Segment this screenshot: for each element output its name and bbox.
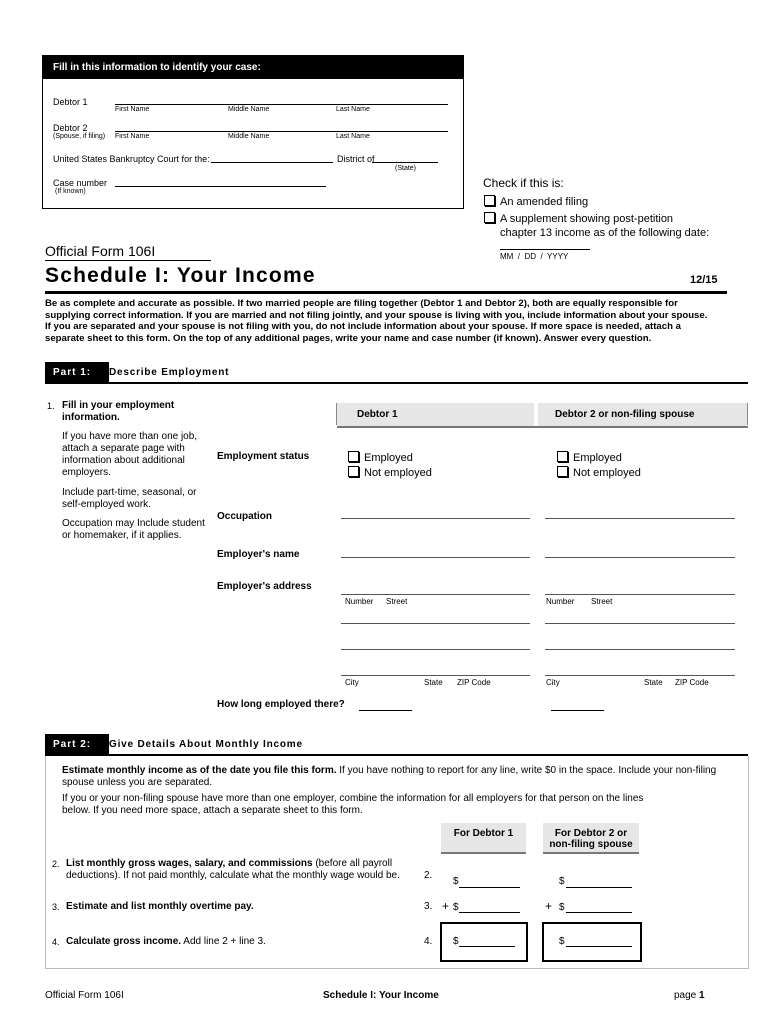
supplement-label-line2: chapter 13 income as of the following date: bbox=[500, 227, 710, 239]
supplement-checkbox[interactable] bbox=[484, 212, 495, 223]
debtor2-city-caption: City bbox=[546, 678, 560, 687]
q1-help-line: If you have more than one job, bbox=[62, 431, 198, 442]
q1-number: 1. bbox=[47, 401, 55, 411]
debtor2-occupation-field[interactable] bbox=[545, 518, 735, 519]
line2-debtor1-dollar: $ bbox=[453, 876, 459, 887]
line4-rest: Add line 2 + line 3. bbox=[181, 936, 266, 947]
debtor2-employed-option[interactable] bbox=[557, 451, 622, 464]
case-number-field[interactable] bbox=[115, 186, 326, 187]
q1-help3 bbox=[62, 518, 205, 542]
estimate-bold: Estimate monthly income as of the date you file this form. bbox=[62, 765, 337, 776]
debtor1-city-caption: City bbox=[345, 678, 359, 687]
q1-title-line2: information. bbox=[62, 412, 120, 423]
supplement-label-line1: A supplement showing post-petition bbox=[500, 213, 674, 225]
part1-header bbox=[45, 362, 748, 384]
line4-number: 4. bbox=[52, 937, 60, 947]
col-header-for-debtor1 bbox=[441, 823, 526, 854]
line2-debtor2-field[interactable] bbox=[566, 887, 632, 888]
employment-table-border-right bbox=[747, 403, 748, 425]
footer-page-number: 1 bbox=[699, 990, 705, 1001]
debtor1-employer-name-field[interactable] bbox=[341, 557, 530, 558]
line4-ref: 4. bbox=[424, 936, 433, 947]
debtor1-not-employed-option[interactable] bbox=[348, 466, 432, 479]
line2-number: 2. bbox=[52, 859, 60, 869]
line3-debtor1-dollar: $ bbox=[453, 902, 459, 913]
line3-ref: 3. bbox=[424, 901, 433, 912]
debtor1-employed-option[interactable] bbox=[348, 451, 413, 464]
line4-debtor2-box[interactable] bbox=[542, 922, 642, 962]
footer-page bbox=[674, 990, 705, 1001]
page-title: Schedule I: Your Income bbox=[45, 264, 316, 287]
amended-label: An amended filing bbox=[500, 196, 589, 208]
q1-title-line1: Fill in your employment bbox=[62, 400, 175, 411]
intro-line: If you are separated and your spouse is not filing with you, do not include information about your spouse. If more space is needed, attach a bbox=[45, 321, 681, 333]
debtor2-how-long-field[interactable] bbox=[551, 710, 604, 711]
q1-help-line: Include part-time, seasonal, or bbox=[62, 487, 197, 498]
debtor1-zip-caption: ZIP Code bbox=[457, 678, 491, 687]
intro-paragraph bbox=[45, 298, 755, 345]
debtor2-employer-name-field[interactable] bbox=[545, 557, 735, 558]
for-debtor2-label-line2: non-filing spouse bbox=[549, 839, 633, 850]
how-long-label: How long employed there? bbox=[217, 699, 345, 710]
debtor2-label: Debtor 2 bbox=[53, 123, 88, 133]
line2-bold: List monthly gross wages, salary, and commissions bbox=[66, 858, 313, 869]
line2-debtor2-dollar: $ bbox=[559, 876, 565, 887]
debtor1-state-caption: State bbox=[424, 678, 443, 687]
debtor1-first-name-caption: First Name bbox=[115, 106, 150, 113]
line4-text bbox=[66, 936, 266, 947]
line4-debtor1-dollar: $ bbox=[453, 936, 459, 947]
debtor2-name-field[interactable] bbox=[115, 131, 448, 132]
q1-help2 bbox=[62, 487, 197, 511]
debtor1-name-field[interactable] bbox=[115, 104, 448, 105]
line2-debtor1-field[interactable] bbox=[459, 887, 520, 888]
debtor1-not-employed-checkbox[interactable] bbox=[348, 466, 359, 477]
line2-rest: (before all payroll bbox=[312, 858, 393, 869]
combine-line2: below. If you need more space, attach a separate sheet to this form. bbox=[62, 805, 363, 816]
q1-help bbox=[62, 431, 197, 479]
estimate-line2: spouse unless you are separated. bbox=[62, 777, 213, 788]
estimate-rest: If you have nothing to report for any line, write $0 in the space. Include your non-filing bbox=[336, 765, 717, 776]
official-form-underline bbox=[45, 260, 211, 261]
debtor1-address-line3-field[interactable] bbox=[341, 649, 530, 650]
debtor1-number-caption: Number bbox=[345, 597, 374, 606]
footer-form-title: Schedule I: Your Income bbox=[323, 990, 439, 1001]
line4-debtor1-field[interactable] bbox=[459, 946, 515, 947]
debtor2-number-caption: Number bbox=[546, 597, 575, 606]
col-debtor2-label: Debtor 2 or non-filing spouse bbox=[555, 409, 695, 420]
q1-help-line: or homemaker, if it applies. bbox=[62, 530, 182, 541]
line4-debtor2-field[interactable] bbox=[566, 946, 632, 947]
debtor1-city-field[interactable] bbox=[341, 675, 530, 676]
debtor2-address-street-field[interactable] bbox=[545, 594, 735, 595]
part1-title: Describe Employment bbox=[109, 367, 230, 378]
title-rule bbox=[45, 291, 727, 294]
q1-help-line: attach a separate page with bbox=[62, 443, 185, 454]
debtor1-last-name-caption: Last Name bbox=[336, 106, 370, 113]
line3-debtor2-field[interactable] bbox=[566, 912, 632, 913]
intro-line: separate sheet to this form. On the top of any additional pages, write your name and case number (if known). Answer every question. bbox=[45, 333, 652, 345]
debtor2-address-line2-field[interactable] bbox=[545, 623, 735, 624]
check-if-title: Check if this is: bbox=[483, 176, 564, 190]
debtor2-not-employed-checkbox[interactable] bbox=[557, 466, 568, 477]
part2-title: Give Details About Monthly Income bbox=[109, 739, 303, 750]
line2-text bbox=[66, 858, 392, 869]
court-field[interactable] bbox=[211, 162, 333, 163]
footer-page-label: page bbox=[674, 990, 697, 1001]
state-caption: (State) bbox=[395, 165, 417, 172]
col-header-debtor2 bbox=[538, 403, 747, 427]
q1-help-line: employers. bbox=[62, 467, 111, 478]
for-debtor1-label: For Debtor 1 bbox=[453, 828, 514, 839]
court-label: United States Bankruptcy Court for the: bbox=[53, 154, 210, 164]
identify-box-header-text: Fill in this information to identify your case: bbox=[53, 62, 261, 73]
case-number-label: Case number bbox=[53, 178, 108, 188]
employer-address-label: Employer's address bbox=[217, 581, 312, 592]
combine-line1: If you or your non-filing spouse have more than one employer, combine the information for all employers for that person on the lines bbox=[62, 793, 644, 804]
line3-debtor2-dollar: $ bbox=[559, 902, 565, 913]
part1-label: Part 1: bbox=[45, 362, 109, 384]
debtor2-zip-caption: ZIP Code bbox=[675, 678, 709, 687]
occupation-label: Occupation bbox=[217, 511, 273, 522]
debtor2-sub-label: (Spouse, if filing) bbox=[53, 133, 106, 140]
debtor2-street-caption: Street bbox=[591, 597, 613, 606]
debtor2-address-line3-field[interactable] bbox=[545, 649, 735, 650]
debtor2-middle-name-caption: Middle Name bbox=[228, 133, 270, 140]
form-revision: 12/15 bbox=[690, 274, 718, 286]
line4-debtor2-dollar: $ bbox=[559, 936, 565, 947]
line4-bold: Calculate gross income. bbox=[66, 936, 182, 947]
col-header-rule bbox=[337, 426, 748, 428]
employed-label: Employed bbox=[364, 452, 413, 464]
part2-header bbox=[45, 734, 748, 756]
debtor1-address-line2-field[interactable] bbox=[341, 623, 530, 624]
debtor1-occupation-field[interactable] bbox=[341, 518, 530, 519]
official-form-number: Official Form 106I bbox=[45, 243, 156, 259]
line3-debtor1-plus: + bbox=[442, 899, 450, 913]
employed-label: Employed bbox=[573, 452, 622, 464]
debtor2-first-name-caption: First Name bbox=[115, 133, 150, 140]
district-label: District of bbox=[337, 154, 375, 164]
case-number-sub: (If known) bbox=[55, 188, 86, 195]
date-format-caption: MM / DD / YYYY bbox=[500, 252, 569, 261]
line3-number: 3. bbox=[52, 902, 60, 912]
debtor1-address-street-field[interactable] bbox=[341, 594, 530, 595]
q1-help-line: self-employed work. bbox=[62, 499, 151, 510]
district-field[interactable] bbox=[372, 162, 438, 163]
intro-line: supplying correct information. If you are married and not filing jointly, and your spouse is living with you, include information about your spouse. bbox=[45, 309, 708, 321]
identify-case-box bbox=[42, 55, 464, 209]
debtor2-employed-checkbox[interactable] bbox=[557, 451, 568, 462]
supplement-date-field[interactable] bbox=[500, 249, 590, 250]
line3-bold: Estimate and list monthly overtime pay. bbox=[66, 901, 254, 912]
line3-debtor1-field[interactable] bbox=[459, 912, 520, 913]
intro-line: Be as complete and accurate as possible. If two married people are filing together (Debtor 1 and Debtor 2), both are equally responsible for bbox=[45, 298, 678, 309]
col-header-for-debtor2 bbox=[543, 823, 639, 854]
not-employed-label: Not employed bbox=[364, 467, 432, 479]
line2-ref: 2. bbox=[424, 870, 433, 881]
employment-status-label: Employment status bbox=[217, 451, 310, 462]
debtor1-employed-checkbox[interactable] bbox=[348, 451, 359, 462]
debtor1-how-long-field[interactable] bbox=[359, 710, 412, 711]
line3-debtor2-plus: + bbox=[545, 899, 553, 913]
footer-form-number: Official Form 106I bbox=[45, 990, 124, 1001]
estimate-instruction bbox=[62, 765, 742, 777]
col-debtor1-label: Debtor 1 bbox=[357, 409, 398, 420]
amended-checkbox[interactable] bbox=[484, 195, 495, 206]
q1-help-line: information about additional bbox=[62, 455, 185, 466]
part2-label: Part 2: bbox=[45, 734, 109, 756]
debtor2-not-employed-option[interactable] bbox=[557, 466, 641, 479]
for-debtor2-label-line1: For Debtor 2 or bbox=[554, 828, 628, 839]
debtor1-street-caption: Street bbox=[386, 597, 408, 606]
col-header-debtor1 bbox=[337, 403, 534, 427]
supplement-option[interactable] bbox=[484, 212, 673, 225]
debtor1-label: Debtor 1 bbox=[53, 97, 88, 107]
q1-help-line: Occupation may Include student bbox=[62, 518, 205, 529]
not-employed-label: Not employed bbox=[573, 467, 641, 479]
debtor2-last-name-caption: Last Name bbox=[336, 133, 370, 140]
employer-name-label: Employer's name bbox=[217, 549, 300, 560]
debtor1-middle-name-caption: Middle Name bbox=[228, 106, 270, 113]
debtor2-city-field[interactable] bbox=[545, 675, 735, 676]
line2-text-line2: deductions). If not paid monthly, calculate what the monthly wage would be. bbox=[66, 870, 400, 881]
debtor2-state-caption: State bbox=[644, 678, 663, 687]
amended-filing-option[interactable] bbox=[484, 195, 588, 208]
